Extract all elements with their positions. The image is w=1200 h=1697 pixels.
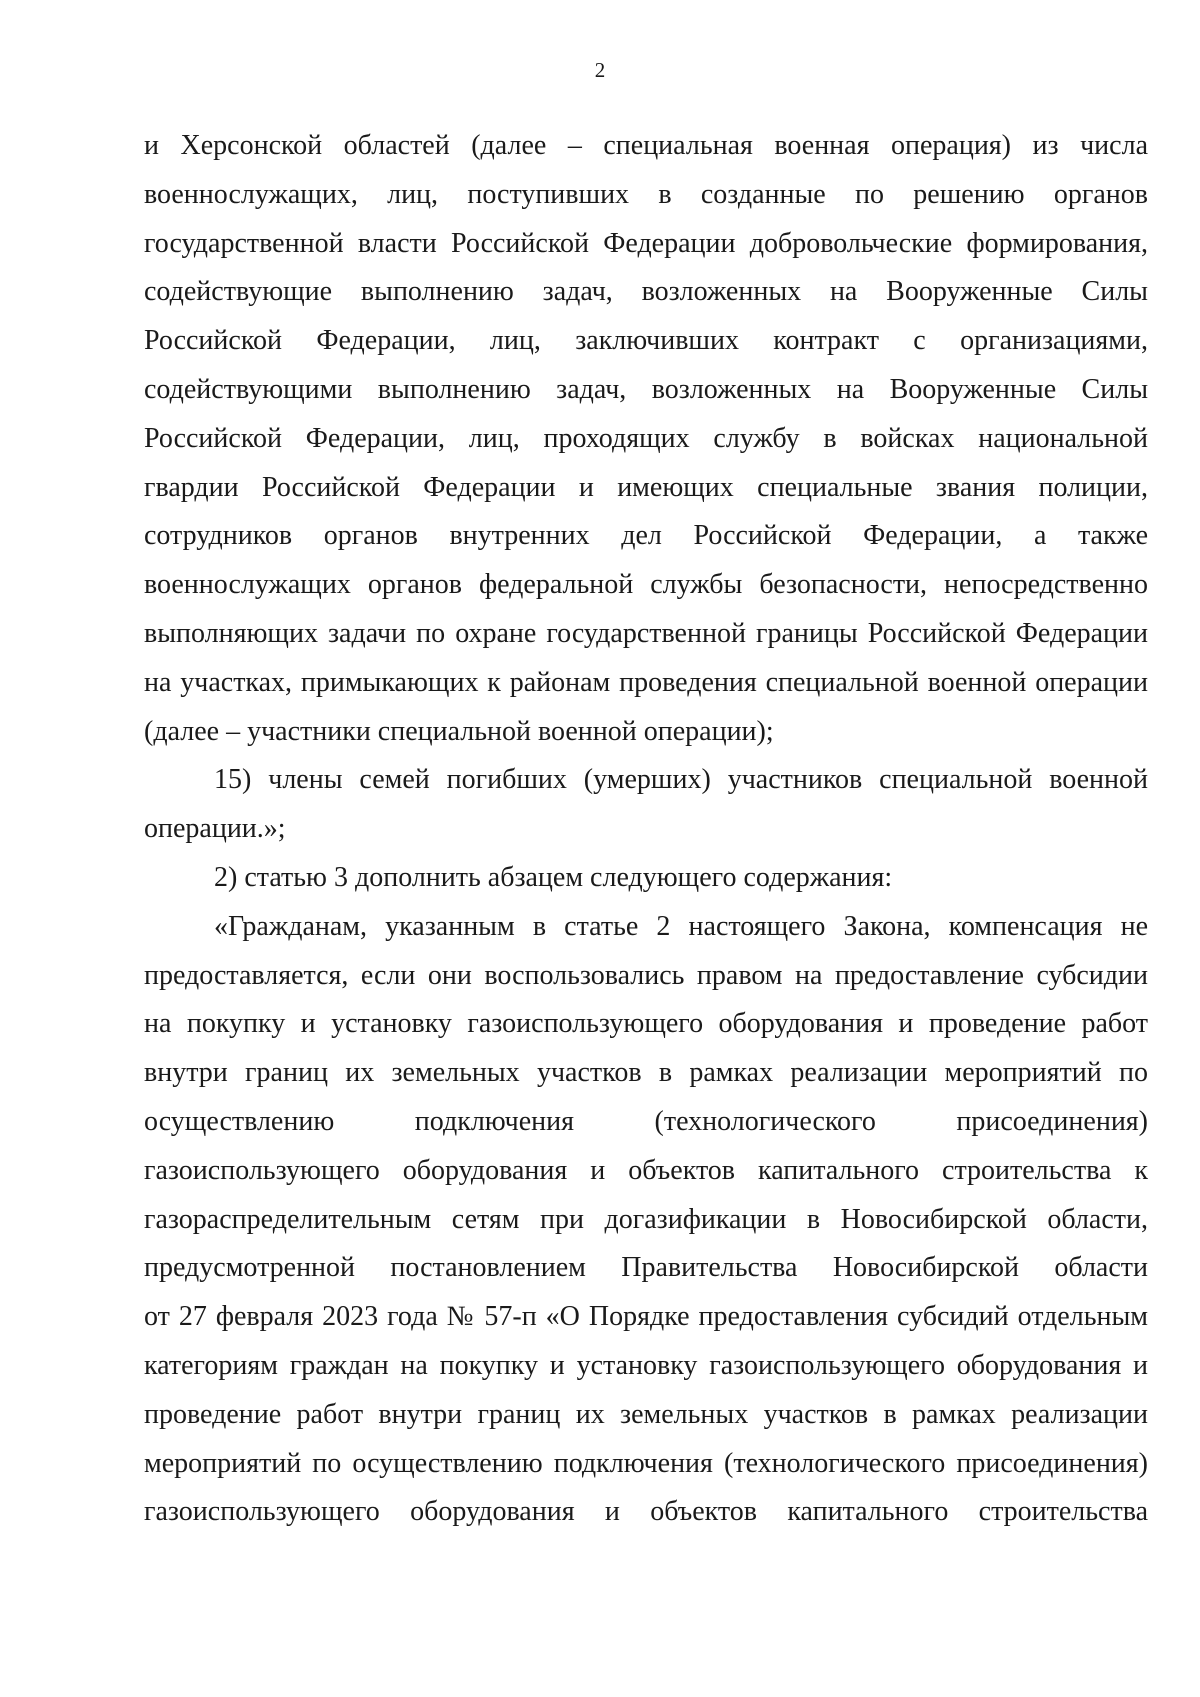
text-line: проведение работ внутри границ их земельных участков в рамках реализации: [144, 1398, 1148, 1430]
text-line: газоиспользующего оборудования и объектов капитального строительства к: [144, 1154, 1148, 1186]
text-line: осуществлению подключения (технологического присоединения): [144, 1105, 1148, 1137]
text-line: Российской Федерации, лиц, проходящих службу в войсках национальной: [144, 422, 1148, 454]
text-line: военнослужащих, лиц, поступивших в созданные по решению органов: [144, 178, 1148, 210]
text-line: «Гражданам, указанным в статье 2 настоящего Закона, компенсация не: [214, 910, 1148, 942]
text-line: на покупку и установку газоиспользующего оборудования и проведение работ: [144, 1008, 1148, 1040]
text-line: военнослужащих органов федеральной службы безопасности, непосредственно: [144, 569, 1148, 601]
text-line: сотрудников органов внутренних дел Российской Федерации, а также: [144, 520, 1148, 552]
text-line: гвардии Российской Федерации и имеющих специальные звания полиции,: [144, 471, 1148, 503]
text-line: предоставляется, если они воспользовались правом на предоставление субсидии: [144, 959, 1148, 991]
text-line: на участках, примыкающих к районам проведения специальной военной операции: [144, 666, 1148, 698]
text-line: предусмотренной постановлением Правительства Новосибирской области: [144, 1252, 1148, 1284]
text-line: 2) статью 3 дополнить абзацем следующего содержания:: [214, 861, 893, 893]
text-line: 15) члены семей погибших (умерших) участников специальной военной: [214, 764, 1148, 796]
page-number: 2: [594, 58, 606, 82]
text-line: и Херсонской областей (далее – специальная военная операция) из числа: [144, 130, 1148, 161]
text-line: государственной власти Российской Федерации добровольческие формирования,: [144, 227, 1148, 259]
text-line: внутри границ их земельных участков в рамках реализации мероприятий по: [144, 1057, 1148, 1089]
text-line: содействующие выполнению задач, возложенных на Вооруженные Силы: [144, 276, 1148, 308]
paragraph-2-item-15: [144, 756, 1148, 854]
paragraph-1: [144, 122, 1148, 756]
text-line: газоиспользующего оборудования и объектов капитального строительства: [144, 1496, 1148, 1528]
text-line: выполняющих задачи по охране государственной границы Российской Федерации: [144, 617, 1148, 649]
text-line: категориям граждан на покупку и установку газоиспользующего оборудования и: [144, 1349, 1148, 1381]
text-line: (далее – участники специальной военной операции);: [144, 715, 774, 747]
text-line: газораспределительным сетям при догазификации в Новосибирской области,: [144, 1203, 1148, 1235]
paragraph-3-amendment: [144, 854, 1148, 903]
text-line: Российской Федерации, лиц, заключивших контракт с организациями,: [144, 325, 1148, 357]
document-body: [144, 122, 1148, 1537]
text-line: операции.»;: [144, 813, 286, 845]
text-line: содействующими выполнению задач, возложенных на Вооруженные Силы: [144, 373, 1148, 405]
text-line: от 27 февраля 2023 года № 57-п «О Порядке предоставления субсидий отдельным: [144, 1301, 1148, 1333]
paragraph-4-quote: [144, 903, 1148, 1537]
text-line: мероприятий по осуществлению подключения (технологического присоединения): [144, 1447, 1148, 1479]
